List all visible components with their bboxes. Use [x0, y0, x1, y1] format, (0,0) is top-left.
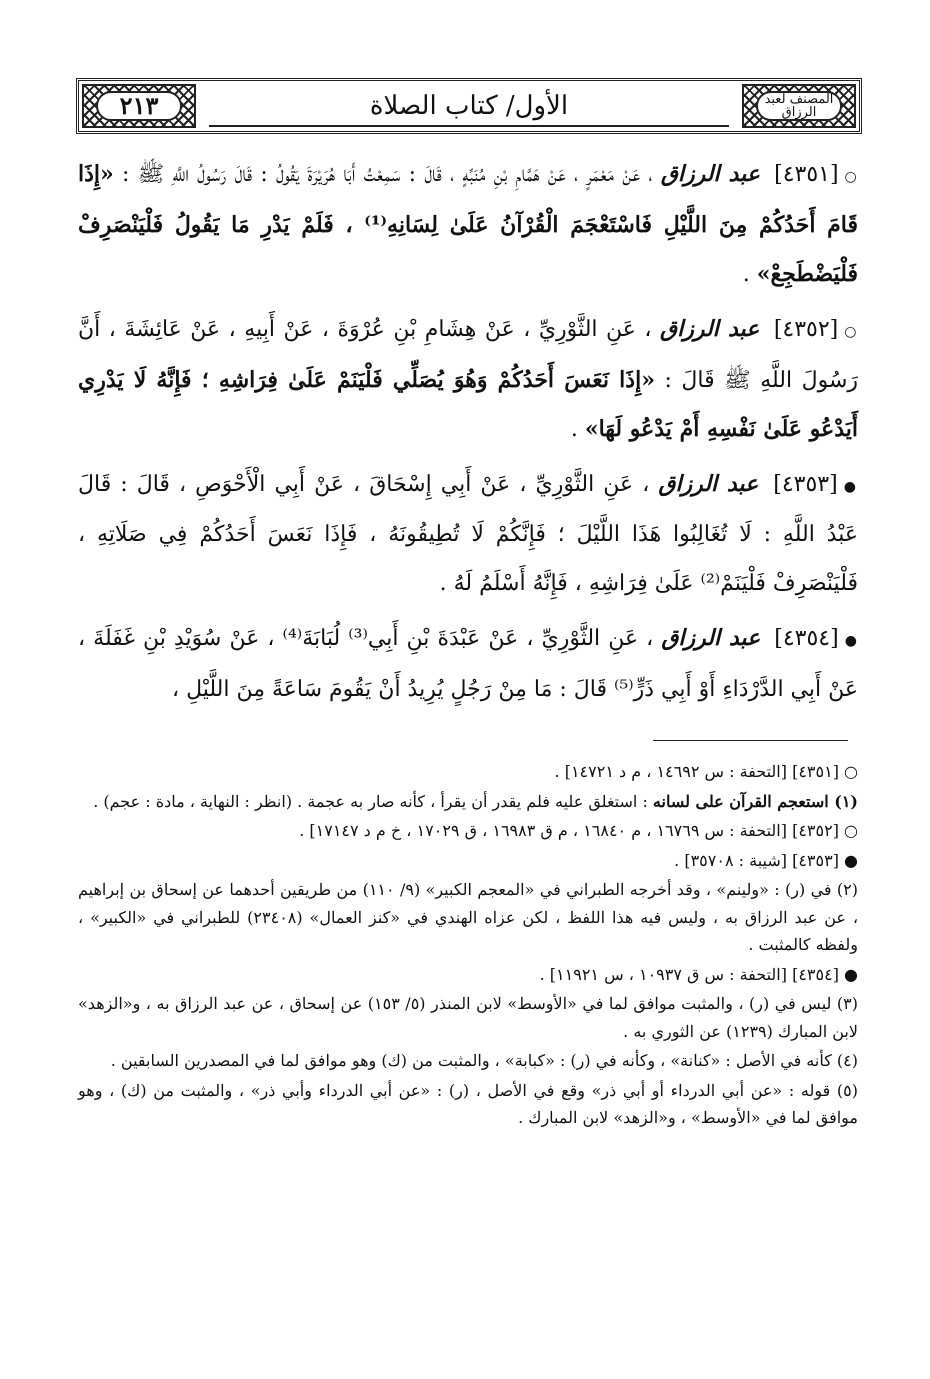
footnote-separator: [653, 740, 848, 741]
footnote: [78, 817, 858, 845]
matn-text: «إِذَا نَعَسَ أَحَدُكُمْ وَهُوَ يُصَلِّي فَلْيَنَمْ عَلَىٰ فِرَاشِهِ ؛ فَإِنَّهُ لَا يَدْرِي أَيَدْعُو عَلَىٰ نَفْسِهِ أَمْ يَدْعُو لَهَا»: [78, 367, 858, 442]
isnad-text: ، عَنِ الثَّوْرِيِّ ، عَنْ أَبِي إِسْحَاقَ ، عَنْ أَبِي الْأَحْوَصِ ، قَالَ : قَالَ عَبْدُ اللَّهِ : لَا تُغَالِبُوا هَذَا اللَّيْلَ ؛ فَإِنَّكُمْ لَا تُطِيقُونَهُ ، فَإِذَا نَعَسَ أَحَدُكُمْ فِي صَلَاتِهِ ، فَلْيَنْصَرِفْ فَلْيَنَمْ⁽²⁾ عَلَىٰ فِرَاشِهِ ، فَإِنَّهُ أَسْلَمُ لَهُ: [78, 472, 858, 596]
matn-text: «إِذَا قَامَ أَحَدُكُمْ مِنَ اللَّيْلِ فَاسْتَعْجَمَ الْقُرْآنُ عَلَىٰ لِسَانِهِ⁽¹⁾ ، فَلَمْ يَدْرِ مَا يَقُولُ فَلْيَنْصَرِفْ فَلْيَضْطَجِعْ»: [78, 161, 858, 287]
paragraph-end: .: [570, 417, 585, 442]
footnote-text: (٤) كأنه في الأصل : «كنانة» ، وكأنه في (ر) : «كبابة» ، والمثبت من (ك) وهو موافق لما في المصدرين السابقين .: [110, 1051, 858, 1070]
hadith-paragraph: [78, 305, 858, 454]
page-number-ornament: [82, 84, 196, 128]
footnote: [78, 1077, 858, 1132]
hadith-marker: ●: [843, 479, 859, 495]
footnote-text: (٣) ليس في (ر) ، والمثبت موافق لما في «الأوسط» لابن المنذر (٥/ ١٥٣) عن إسحاق ، عن عبد الرزاق به ، و«الزهد» لابن المبارك (١٢٣٩) عن الثوري به .: [78, 994, 858, 1041]
hadith-number: [٤٣٥٢]: [773, 317, 839, 342]
header-logo-ornament: [742, 84, 856, 128]
footnote-text: ● [٤٣٥٤] [التحفة : س ق ١٠٩٣٧ ، س ١١٩٢١] .: [539, 964, 858, 984]
hadith-paragraph: [78, 614, 858, 714]
page-number: ٢١٣: [96, 91, 182, 121]
hadith-marker: ○: [844, 169, 859, 185]
source-name: عبد الرزاق: [661, 625, 761, 651]
footnote-text: : استغلق عليه فلم يقدر أن يقرأ ، كأنه صار به عجمة . (انظر : النهاية ، مادة : عجم) .: [93, 791, 653, 811]
main-text: [78, 150, 858, 720]
paragraph-end: .: [742, 262, 757, 287]
footnote-lead: (١) استعجم القرآن على لسانه: [652, 791, 858, 811]
hadith-marker: ○: [844, 324, 859, 340]
footnote-text: (٢) في (ر) : «ولينم» ، وقد أخرجه الطبراني في «المعجم الكبير» (٩/ ١١٠) من طريقين أحدهما عن إسحاق بن إبراهيم ، عن عبد الرزاق به ، وليس فيه هذا اللفظ ، لكن عزاه الهندي في «كنز العمال» (٢٣٤٠٨) للطبراني في «الكبير» ، ولفظه كالمثبت .: [78, 880, 859, 954]
footnote-text: ○ [٤٣٥٢] [التحفة : س ١٦٧٦٩ ، م ١٦٨٤٠ ، م ق ١٦٩٨٣ ، ق ١٧٠٢٩ ، خ م د ١٧١٤٧] .: [299, 821, 858, 840]
source-name: عبد الرزاق: [660, 316, 760, 342]
footnote: [78, 758, 858, 786]
footnote: [78, 847, 858, 875]
running-header: [76, 78, 862, 134]
paragraph-end: .: [439, 571, 454, 596]
isnad-text: ، عَنِ الثَّوْرِيِّ ، عَنْ هِشَامِ بْنِ عُرْوَةَ ، عَنْ أَبِيهِ ، عَنْ عَائِشَةَ ، أَنَّ رَسُولَ اللَّهِ ﷺ قَالَ :: [78, 317, 858, 393]
hadith-number: [٤٣٥٣]: [773, 472, 838, 497]
hadith-paragraph: [78, 150, 858, 299]
source-name: عبد الرزاق: [660, 161, 760, 187]
header-title: الأول/ كتاب الصلاة: [209, 87, 729, 127]
hadith-marker: ●: [844, 633, 858, 649]
footnote-text: ○ [٤٣٥١] [التحفة : س ١٤٦٩٢ ، م د ١٤٧٢١] .: [554, 762, 858, 781]
footnote: [78, 876, 858, 959]
footnote: [78, 961, 858, 989]
source-name: عبد الرزاق: [658, 471, 759, 497]
footnote-text: (٥) قوله : «عن أبي الدرداء أو أبي ذر» وقع في الأصل ، (ر) : «عن أبي الدرداء وأبي ذر» ، والمثبت من (ك) ، وهو موافق لما في «الأوسط» ، و«الزهد» لابن المبارك .: [78, 1080, 858, 1127]
footnotes: [78, 758, 858, 1134]
footnote-text: ● [٤٣٥٣] [شيبة : ٣٥٧٠٨] .: [674, 850, 858, 870]
isnad-text: ، عَنْ مَعْمَرٍ ، عَنْ هَمَّامِ بْنِ مُنَبِّهٍ ، قَالَ : سَمِعْتُ أَبَا هُرَيْرَةَ يَقُولُ : قَالَ رَسُولُ اللَّهِ ﷺ :: [113, 162, 653, 187]
book-logo: المصنف لعبد الرزاق: [756, 91, 842, 121]
footnote: [78, 1047, 858, 1075]
hadith-paragraph: [78, 460, 858, 608]
footnote: [78, 788, 858, 816]
hadith-number: [٤٣٥١]: [774, 162, 839, 187]
hadith-number: [٤٣٥٤]: [774, 626, 839, 651]
footnote: [78, 990, 858, 1045]
isnad-text: ، عَنِ الثَّوْرِيِّ ، عَنْ عَبْدَةَ بْنِ أَبِي⁽³⁾ لُبَابَةَ⁽⁴⁾ ، عَنْ سُوَيْدِ بْنِ غَفَلَةَ ، عَنْ أَبِي الدَّرْدَاءِ أَوْ أَبِي ذَرٍّ⁽⁵⁾ قَالَ : مَا مِنْ رَجُلٍ يُرِيدُ أَنْ يَقُومَ سَاعَةً مِنَ اللَّيْلِ ،: [78, 626, 858, 702]
